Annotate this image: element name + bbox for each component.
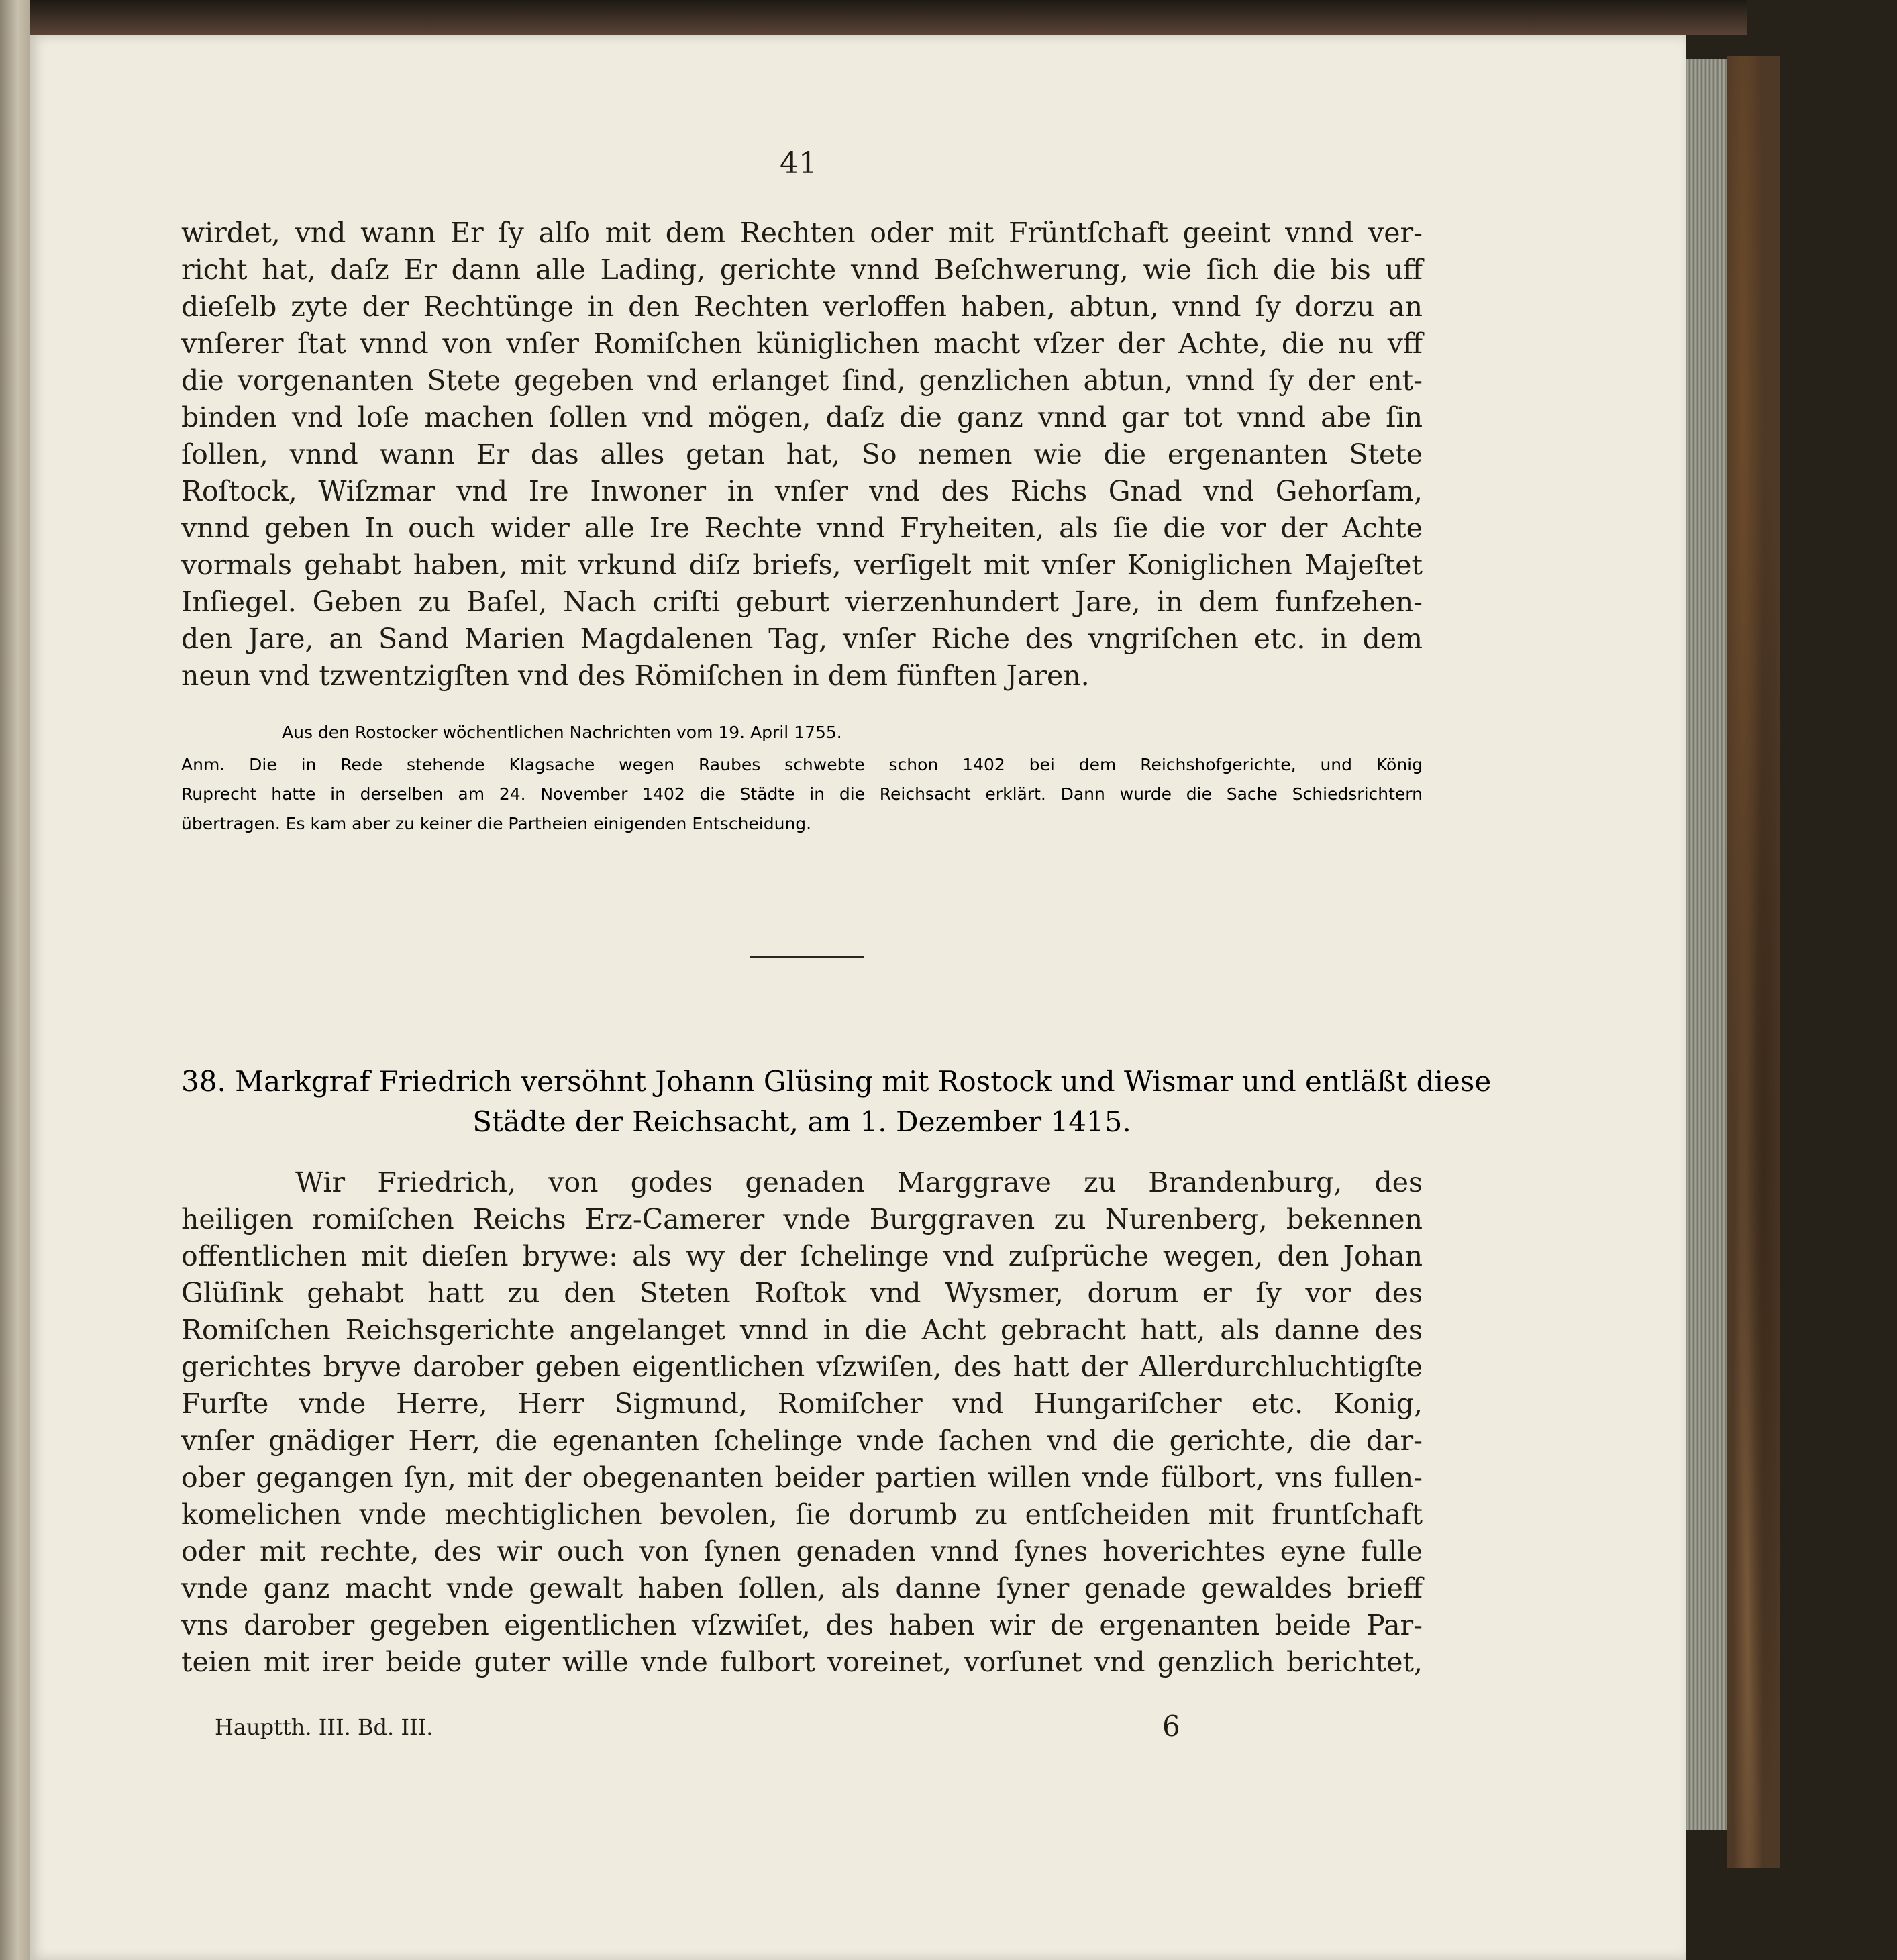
text-line: die vorgenanten Stete gegeben vnd erlanget ſind, genzlichen abtun, vnnd ſy der ent-	[181, 364, 1423, 397]
text-line: binden vnd loſe machen ſollen vnd mögen, daſz die ganz vnnd gar tot vnnd abe ſin	[181, 401, 1423, 433]
text-line: richt hat, daſz Er dann alle Lading, gerichte vnnd Beſchwerung, wie ſich die bis uff	[181, 254, 1423, 286]
text-line: teien mit irer beide guter wille vnde fulbort voreinet, vorſunet vnd genzlich berichtet,	[181, 1646, 1423, 1678]
text-line: dieſelb zyte der Rechtünge in den Rechten verloffen haben, abtun, vnnd ſy dorzu an	[181, 291, 1423, 323]
page-number: 41	[780, 146, 817, 180]
signature-mark: Hauptth. III. Bd. III.	[215, 1714, 433, 1740]
text-line: heiligen romiſchen Reichs Erz-Camerer vnde Burggraven zu Nurenberg, bekennen	[181, 1203, 1423, 1235]
text-line: vnſer gnädiger Herr, die egenanten ſchelinge vnde ſachen vnd die gerichte, die dar-	[181, 1425, 1423, 1457]
text-line: Furſte vnde Herre, Herr Sigmund, Romiſcher vnd Hungariſcher etc. Konig,	[181, 1388, 1423, 1420]
left-page-edge	[0, 0, 30, 1960]
sheet-number: 6	[1162, 1710, 1180, 1743]
text-line: Romiſchen Reichsgerichte angelanget vnnd in die Acht gebracht hatt, als danne des	[181, 1314, 1423, 1346]
section-divider	[750, 956, 864, 958]
annotation-line: Ruprecht hatte in derselben am 24. November 1402 die Städte in die Reichsacht erklärt. Dann wurde die Sache Schiedsrichtern	[181, 784, 1423, 804]
page-block-edges	[1686, 59, 1727, 1830]
annotation-line: Anm. Die in Rede stehende Klagsache wegen Raubes schwebte schon 1402 bei dem Reichshofgerichte, und König	[181, 755, 1423, 774]
section-heading-line-1: 38. Markgraf Friedrich versöhnt Johann Glüsing mit Rostock und Wismar und entläßt diese	[181, 1065, 1492, 1098]
text-line: Wir Friedrich, von godes genaden Marggrave zu Brandenburg, des	[295, 1166, 1423, 1198]
marbled-cover	[1727, 56, 1780, 1868]
text-line: ſollen, vnnd wann Er das alles getan hat, So nemen wie die ergenanten Stete	[181, 438, 1423, 470]
text-line: vormals gehabt haben, mit vrkund diſz briefs, verſigelt mit vnſer Koniglichen Majeſtet	[181, 549, 1423, 581]
text-line: Inſiegel. Geben zu Baſel, Nach criſti geburt vierzenhundert Jare, in dem funfzehen-	[181, 586, 1423, 618]
text-line: Roſtock, Wiſzmar vnd Ire Inwoner in vnſer vnd des Richs Gnad vnd Gehorſam,	[181, 475, 1423, 507]
text-line: gerichtes bryve darober geben eigentlichen vſzwiſen, des hatt der Allerdurchluchtigſte	[181, 1351, 1423, 1383]
text-line: offentlichen mit dieſen brywe: als wy der ſchelinge vnd zuſprüche wegen, den Johan	[181, 1240, 1423, 1272]
source-note: Aus den Rostocker wöchentlichen Nachrichten vom 19. April 1755.	[282, 723, 842, 742]
text-line: vnſerer ſtat vnnd von vnſer Romiſchen küniglichen macht vſzer der Achte, die nu vff	[181, 327, 1423, 360]
annotation-line: übertragen. Es kam aber zu keiner die Partheien einigenden Entscheidung.	[181, 814, 812, 833]
text-line: wirdet, vnd wann Er ſy alſo mit dem Rechten oder mit Früntſchaft geeint vnnd ver-	[181, 217, 1423, 249]
text-line: Glüſink gehabt hatt zu den Steten Roſtok vnd Wysmer, dorum er ſy vor des	[181, 1277, 1423, 1309]
text-line: vnde ganz macht vnde gewalt haben ſollen, als danne ſyner genade gewaldes brieff	[181, 1572, 1423, 1604]
text-line: neun vnd tzwentzigſten vnd des Römiſchen in dem fünften Jaren.	[181, 660, 1090, 692]
text-line: vns darober gegeben eigentlichen vſzwiſet, des haben wir de ergenanten beide Par-	[181, 1609, 1423, 1641]
text-line: vnnd geben In ouch wider alle Ire Rechte vnnd Fryheiten, als ſie die vor der Achte	[181, 512, 1423, 544]
text-line: oder mit rechte, des wir ouch von ſynen genaden vnnd ſynes hoverichtes eyne fulle	[181, 1535, 1423, 1567]
text-line: ober gegangen ſyn, mit der obegenanten beider partien willen vnde fülbort, vns fullen-	[181, 1461, 1423, 1494]
section-heading-line-2: Städte der Reichsacht, am 1. Dezember 1415.	[472, 1105, 1131, 1138]
top-binding-shadow	[30, 0, 1747, 35]
text-line: den Jare, an Sand Marien Magdalenen Tag, vnſer Riche des vngriſchen etc. in dem	[181, 623, 1423, 655]
text-line: komelichen vnde mechtiglichen bevolen, ſie dorumb zu entſcheiden mit fruntſchaft	[181, 1498, 1423, 1531]
